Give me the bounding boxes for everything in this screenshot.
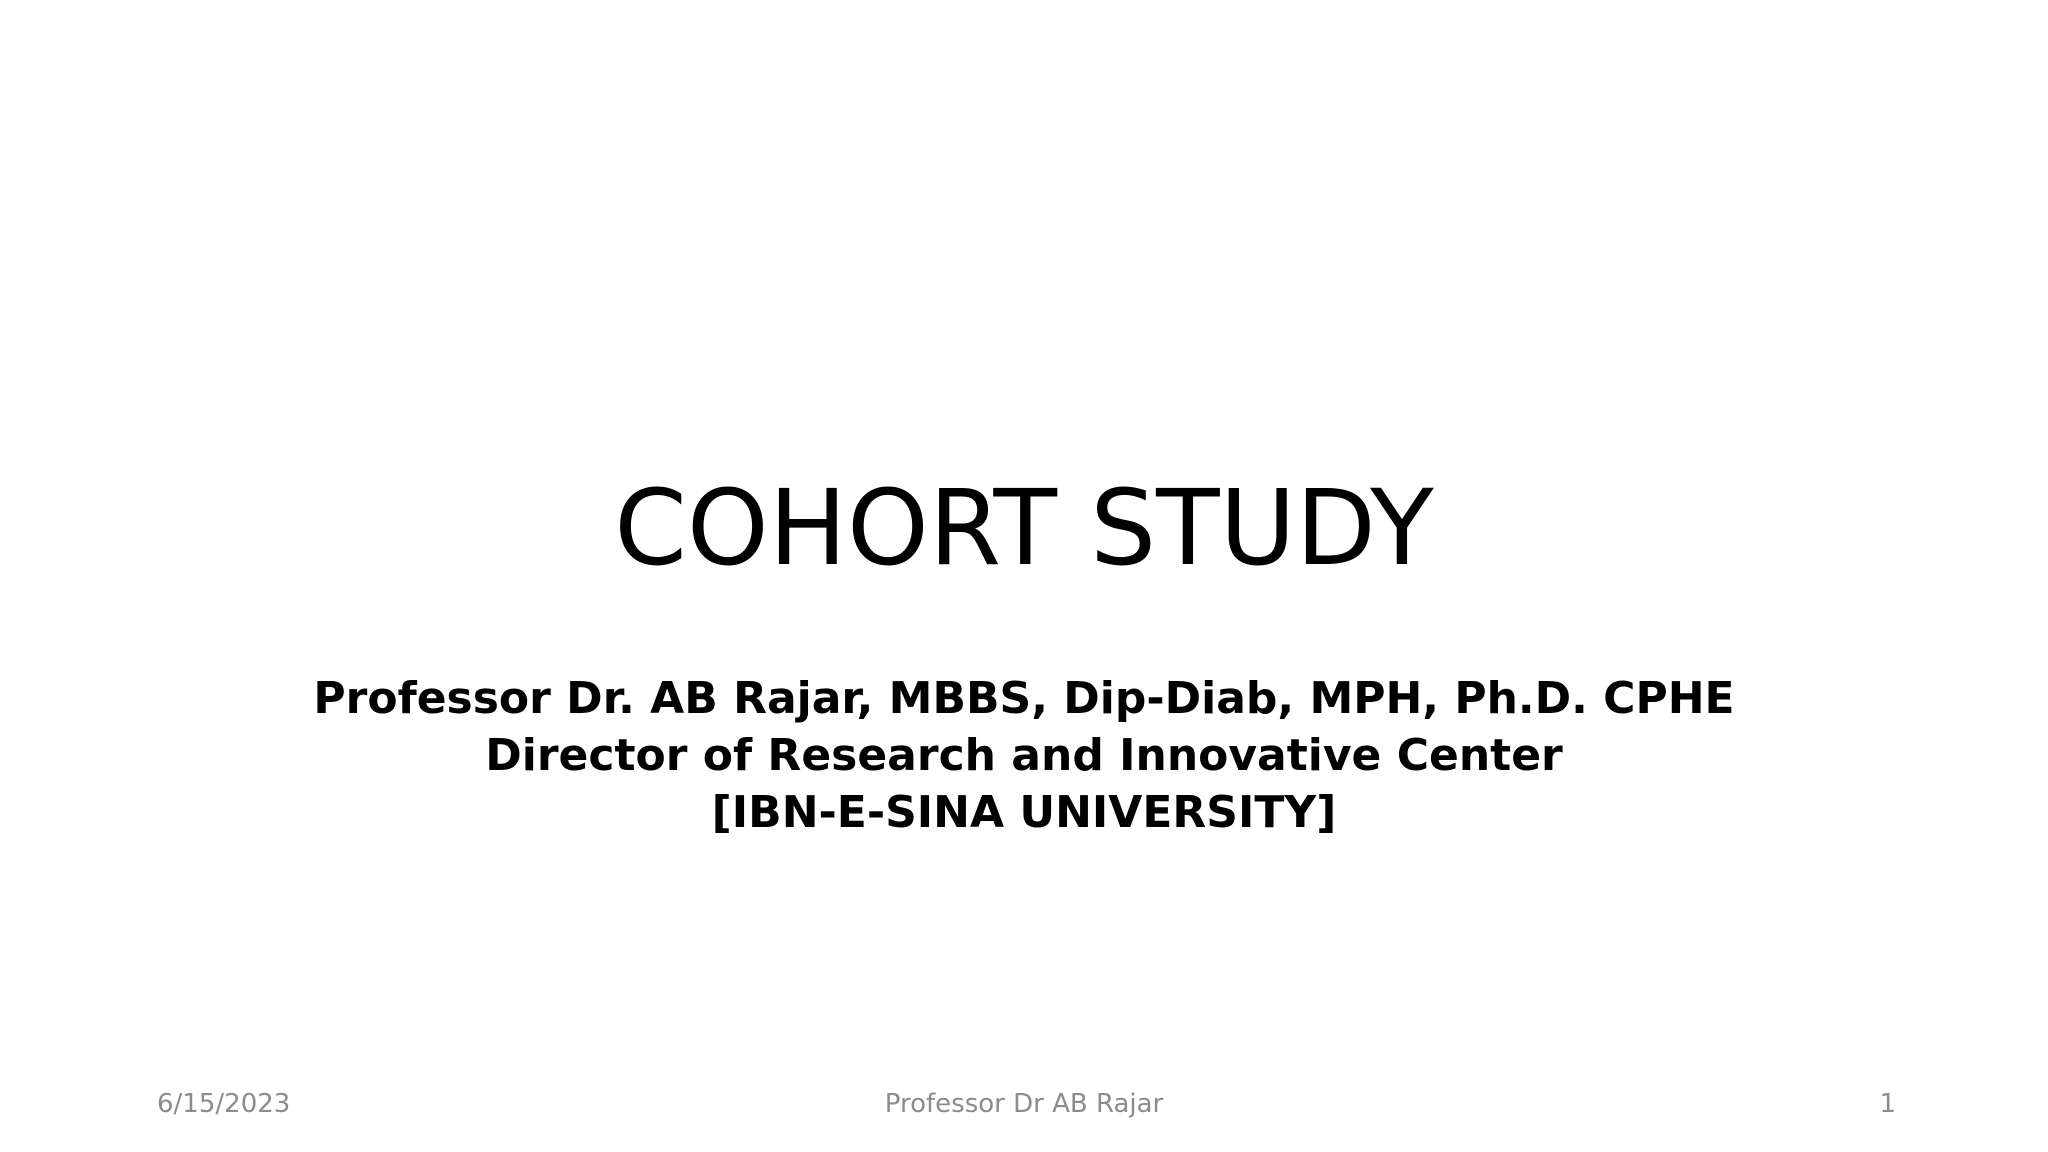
subtitle-line-institution: [IBN-E-SINA UNIVERSITY] xyxy=(711,787,1337,838)
subtitle-line-credentials: Professor Dr. AB Rajar, MBBS, Dip-Diab, MPH, Ph.D. CPHE xyxy=(313,673,1735,724)
footer-date: 6/15/2023 xyxy=(157,1089,291,1119)
footer-page-number: 1 xyxy=(1879,1089,1896,1119)
slide-title: COHORT STUDY xyxy=(614,467,1434,589)
subtitle-line-position: Director of Research and Innovative Center xyxy=(485,730,1563,781)
footer-author: Professor Dr AB Rajar xyxy=(884,1089,1164,1119)
slide-subtitle xyxy=(0,670,2048,841)
